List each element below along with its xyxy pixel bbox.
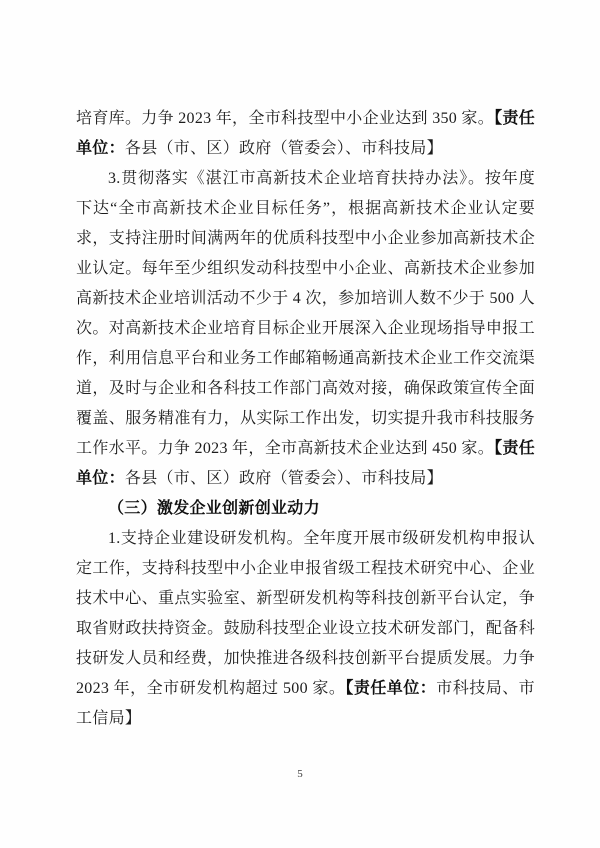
text-line — [76, 194, 535, 224]
text-line — [76, 164, 535, 194]
section-heading — [76, 494, 535, 524]
text-line — [76, 614, 535, 644]
text-run: 道，及时与企业和各科技工作部门高效对接，确保政策宣传全面 — [76, 380, 535, 397]
text-line — [76, 224, 535, 254]
text-run: 业认定。每年至少组织发动科技型中小企业、高新技术企业参加 — [76, 260, 535, 277]
text-run: 技研发人员和经费，加快推进各级科技创新平台提质发展。力争 — [76, 650, 535, 667]
text-line — [76, 134, 535, 164]
text-run: 定工作，支持科技型中小企业申报省级工程技术研究中心、企业 — [76, 560, 535, 577]
section-heading-text: （三）激发企业创新创业动力 — [108, 500, 320, 517]
responsibility-label: 【责任 — [494, 440, 535, 457]
text-run: 取省财政扶持资金。鼓励科技型企业设立技术研发部门，配备科 — [76, 620, 535, 637]
text-line — [76, 104, 535, 134]
text-line — [76, 434, 535, 464]
text-run: 作，利用信息平台和业务工作邮箱畅通高新技术企业工作交流渠 — [76, 350, 535, 367]
text-run: 求，支持注册时间满两年的优质科技型中小企业参加高新技术企 — [76, 230, 535, 247]
text-run: 培育库。力争 2023 年，全市科技型中小企业达到 350 家。 — [76, 110, 495, 127]
text-run: 2023 年，全市研发机构超过 500 家。 — [76, 680, 346, 697]
text-run: 次。对高新技术企业培育目标企业开展深入企业现场指导申报工 — [76, 320, 535, 337]
text-line — [76, 314, 535, 344]
text-run: 下达“全市高新技术企业目标任务”，根据高新技术企业认定要 — [76, 200, 535, 217]
responsibility-label: 【责任 — [494, 110, 535, 127]
body-text-block — [76, 104, 535, 734]
text-line — [76, 254, 535, 284]
text-line — [76, 344, 535, 374]
responsibility-label: 单位： — [76, 140, 125, 157]
text-line — [76, 374, 535, 404]
text-line — [76, 524, 535, 554]
text-line — [76, 674, 535, 704]
responsibility-label: 单位： — [76, 470, 125, 487]
text-run: 工作水平。力争 2023 年，全市高新技术企业达到 450 家。 — [76, 440, 495, 457]
text-run: 各县（市、区）政府（管委会）、市科技局】 — [124, 140, 443, 157]
text-run: 高新技术企业培训活动不少于 4 次，参加培训人数不少于 500 人 — [76, 290, 535, 307]
text-line — [76, 284, 535, 314]
text-run: 工信局】 — [76, 710, 142, 727]
text-run: 1.支持企业建设研发机构。全年度开展市级研发机构申报认 — [108, 530, 535, 547]
text-run: 市科技局、市 — [436, 680, 535, 697]
text-run: 覆盖、服务精准有力，从实际工作出发，切实提升我市科技服务 — [76, 410, 535, 427]
text-run: 3.贯彻落实《湛江市高新技术企业培育扶持办法》。按年度 — [108, 170, 535, 187]
text-line — [76, 464, 535, 494]
text-run: 各县（市、区）政府（管委会）、市科技局】 — [124, 470, 443, 487]
text-line — [76, 404, 535, 434]
text-line — [76, 554, 535, 584]
text-run: 技术中心、重点实验室、新型研发机构等科技创新平台认定，争 — [76, 590, 535, 607]
text-line — [76, 704, 535, 734]
page-number: 5 — [297, 768, 303, 780]
responsibility-label: 【责任单位： — [345, 680, 437, 697]
text-line — [76, 644, 535, 674]
text-line — [76, 584, 535, 614]
